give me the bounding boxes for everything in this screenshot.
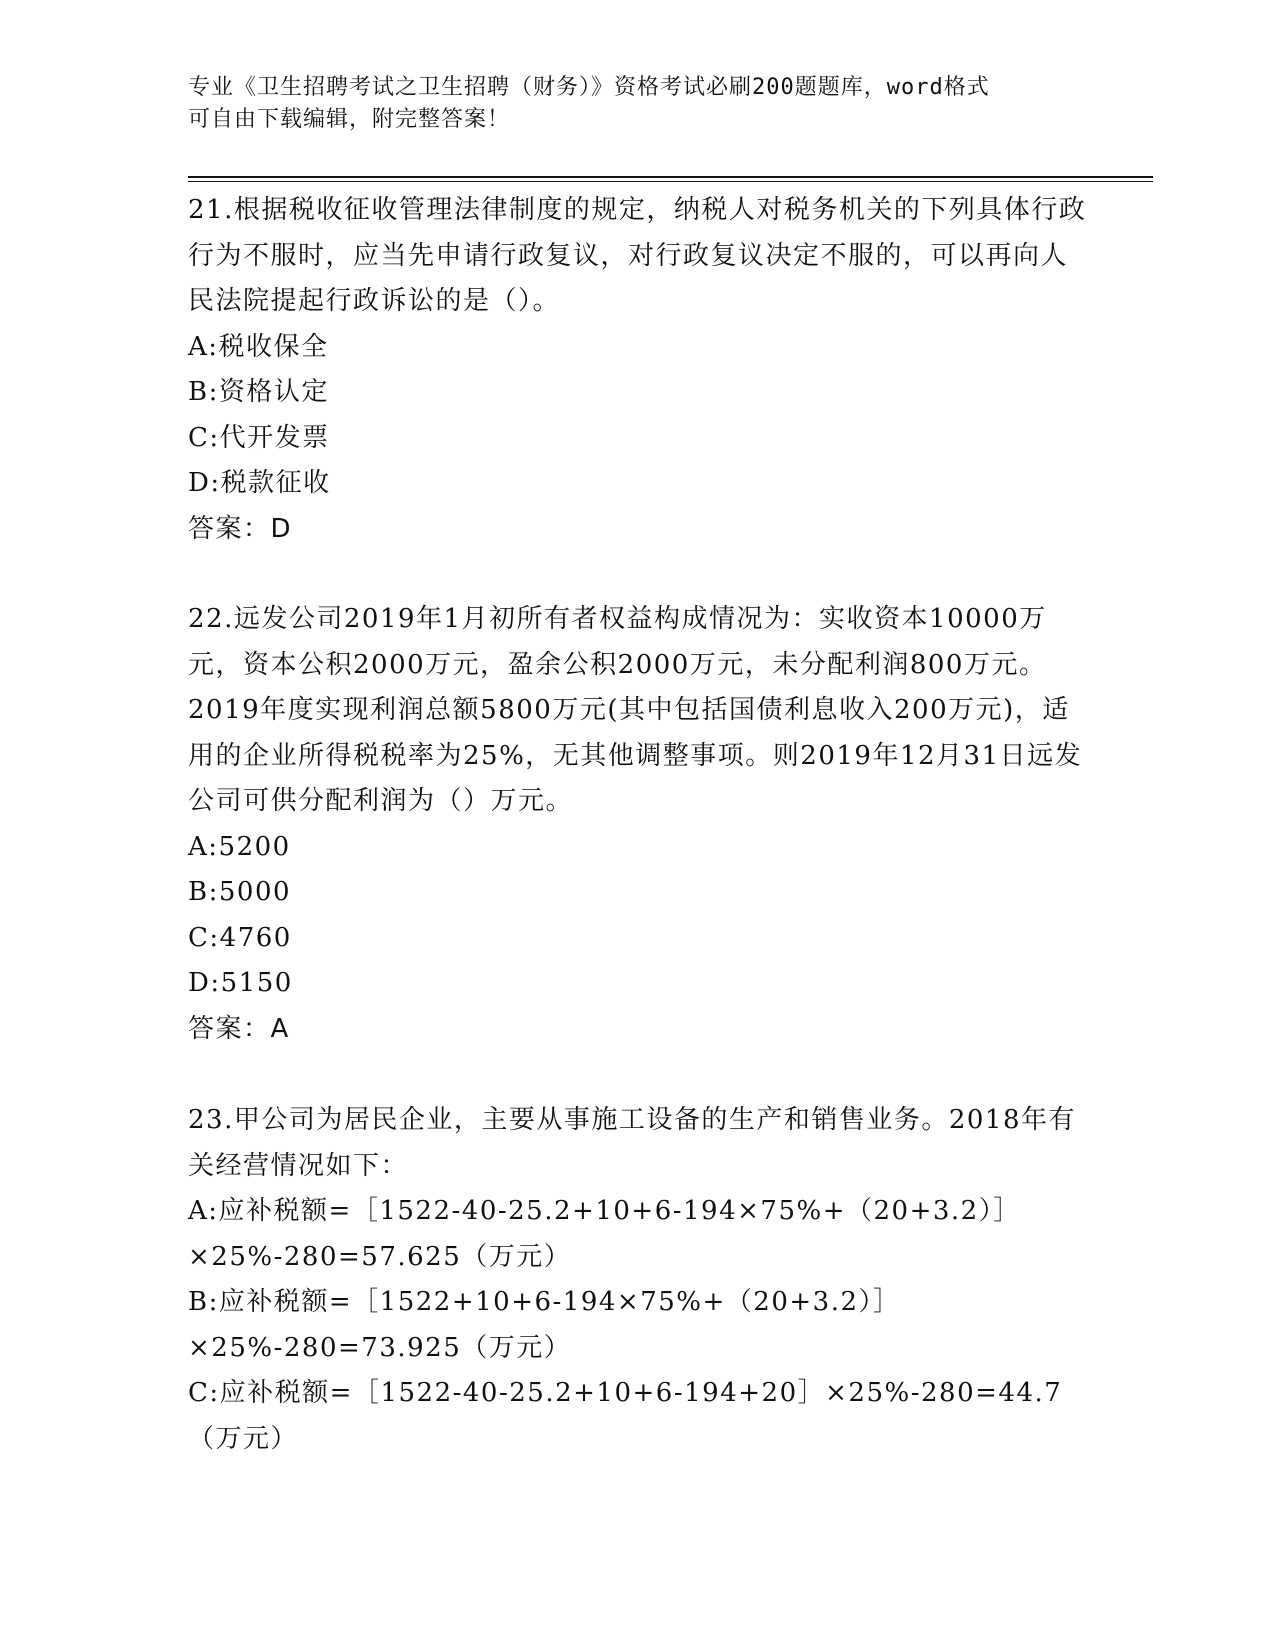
document-header — [188, 72, 1068, 136]
question-22 — [188, 597, 1088, 1052]
question-23 — [188, 1098, 1088, 1462]
question-stem: 22.远发公司2019年1月初所有者权益构成情况为：实收资本10000万元，资本公积2000万元，盈余公积2000万元，未分配利润800万元。2019年度实现利润总额5800万元(其中包括国债利息收入200万元)，适用的企业所得税税率为25%，无其他调整事项。则2019年12月31日远发公司可供分配利润为（）万元。 — [188, 604, 1083, 816]
option-a: A:5200 — [188, 831, 291, 862]
option-c: C:应补税额=［1522-40-25.2+10+6-194+20］×25%-280=44.7（万元） — [188, 1378, 1063, 1454]
question-stem: 21.根据税收征收管理法律制度的规定，纳税人对税务机关的下列具体行政行为不服时，应当先申请行政复议，对行政复议决定不服的，可以再向人民法院提起行政诉讼的是（）。 — [188, 195, 1087, 316]
header-line-1: 专业《卫生招聘考试之卫生招聘（财务）》资格考试必刷200题题库，word格式 — [188, 75, 990, 100]
option-b: B:应补税额=［1522+10+6-194×75%+（20+3.2）］×25%-280=73.925（万元） — [188, 1287, 901, 1363]
option-b: B:资格认定 — [188, 377, 329, 407]
option-d: D:5150 — [188, 968, 293, 998]
option-a: A:应补税额=［1522-40-25.2+10+6-194×75%+（20+3.2）］×25%-280=57.625（万元） — [188, 1196, 1021, 1272]
header-line-2: 可自由下载编辑，附完整答案！ — [188, 107, 511, 132]
question-stem: 23.甲公司为居民企业，主要从事施工设备的生产和销售业务。2018年有关经营情况如下： — [188, 1105, 1077, 1181]
option-c: C:代开发票 — [188, 422, 330, 453]
option-d: D:税款征收 — [188, 468, 331, 498]
option-a: A:税收保全 — [188, 331, 329, 362]
answer: 答案：A — [188, 1013, 290, 1044]
header-divider-thick — [188, 176, 1153, 178]
option-b: B:5000 — [188, 877, 292, 907]
option-c: C:4760 — [188, 922, 292, 953]
answer: 答案：D — [188, 513, 293, 544]
header-divider-thin — [188, 181, 1153, 182]
question-21 — [188, 188, 1088, 552]
